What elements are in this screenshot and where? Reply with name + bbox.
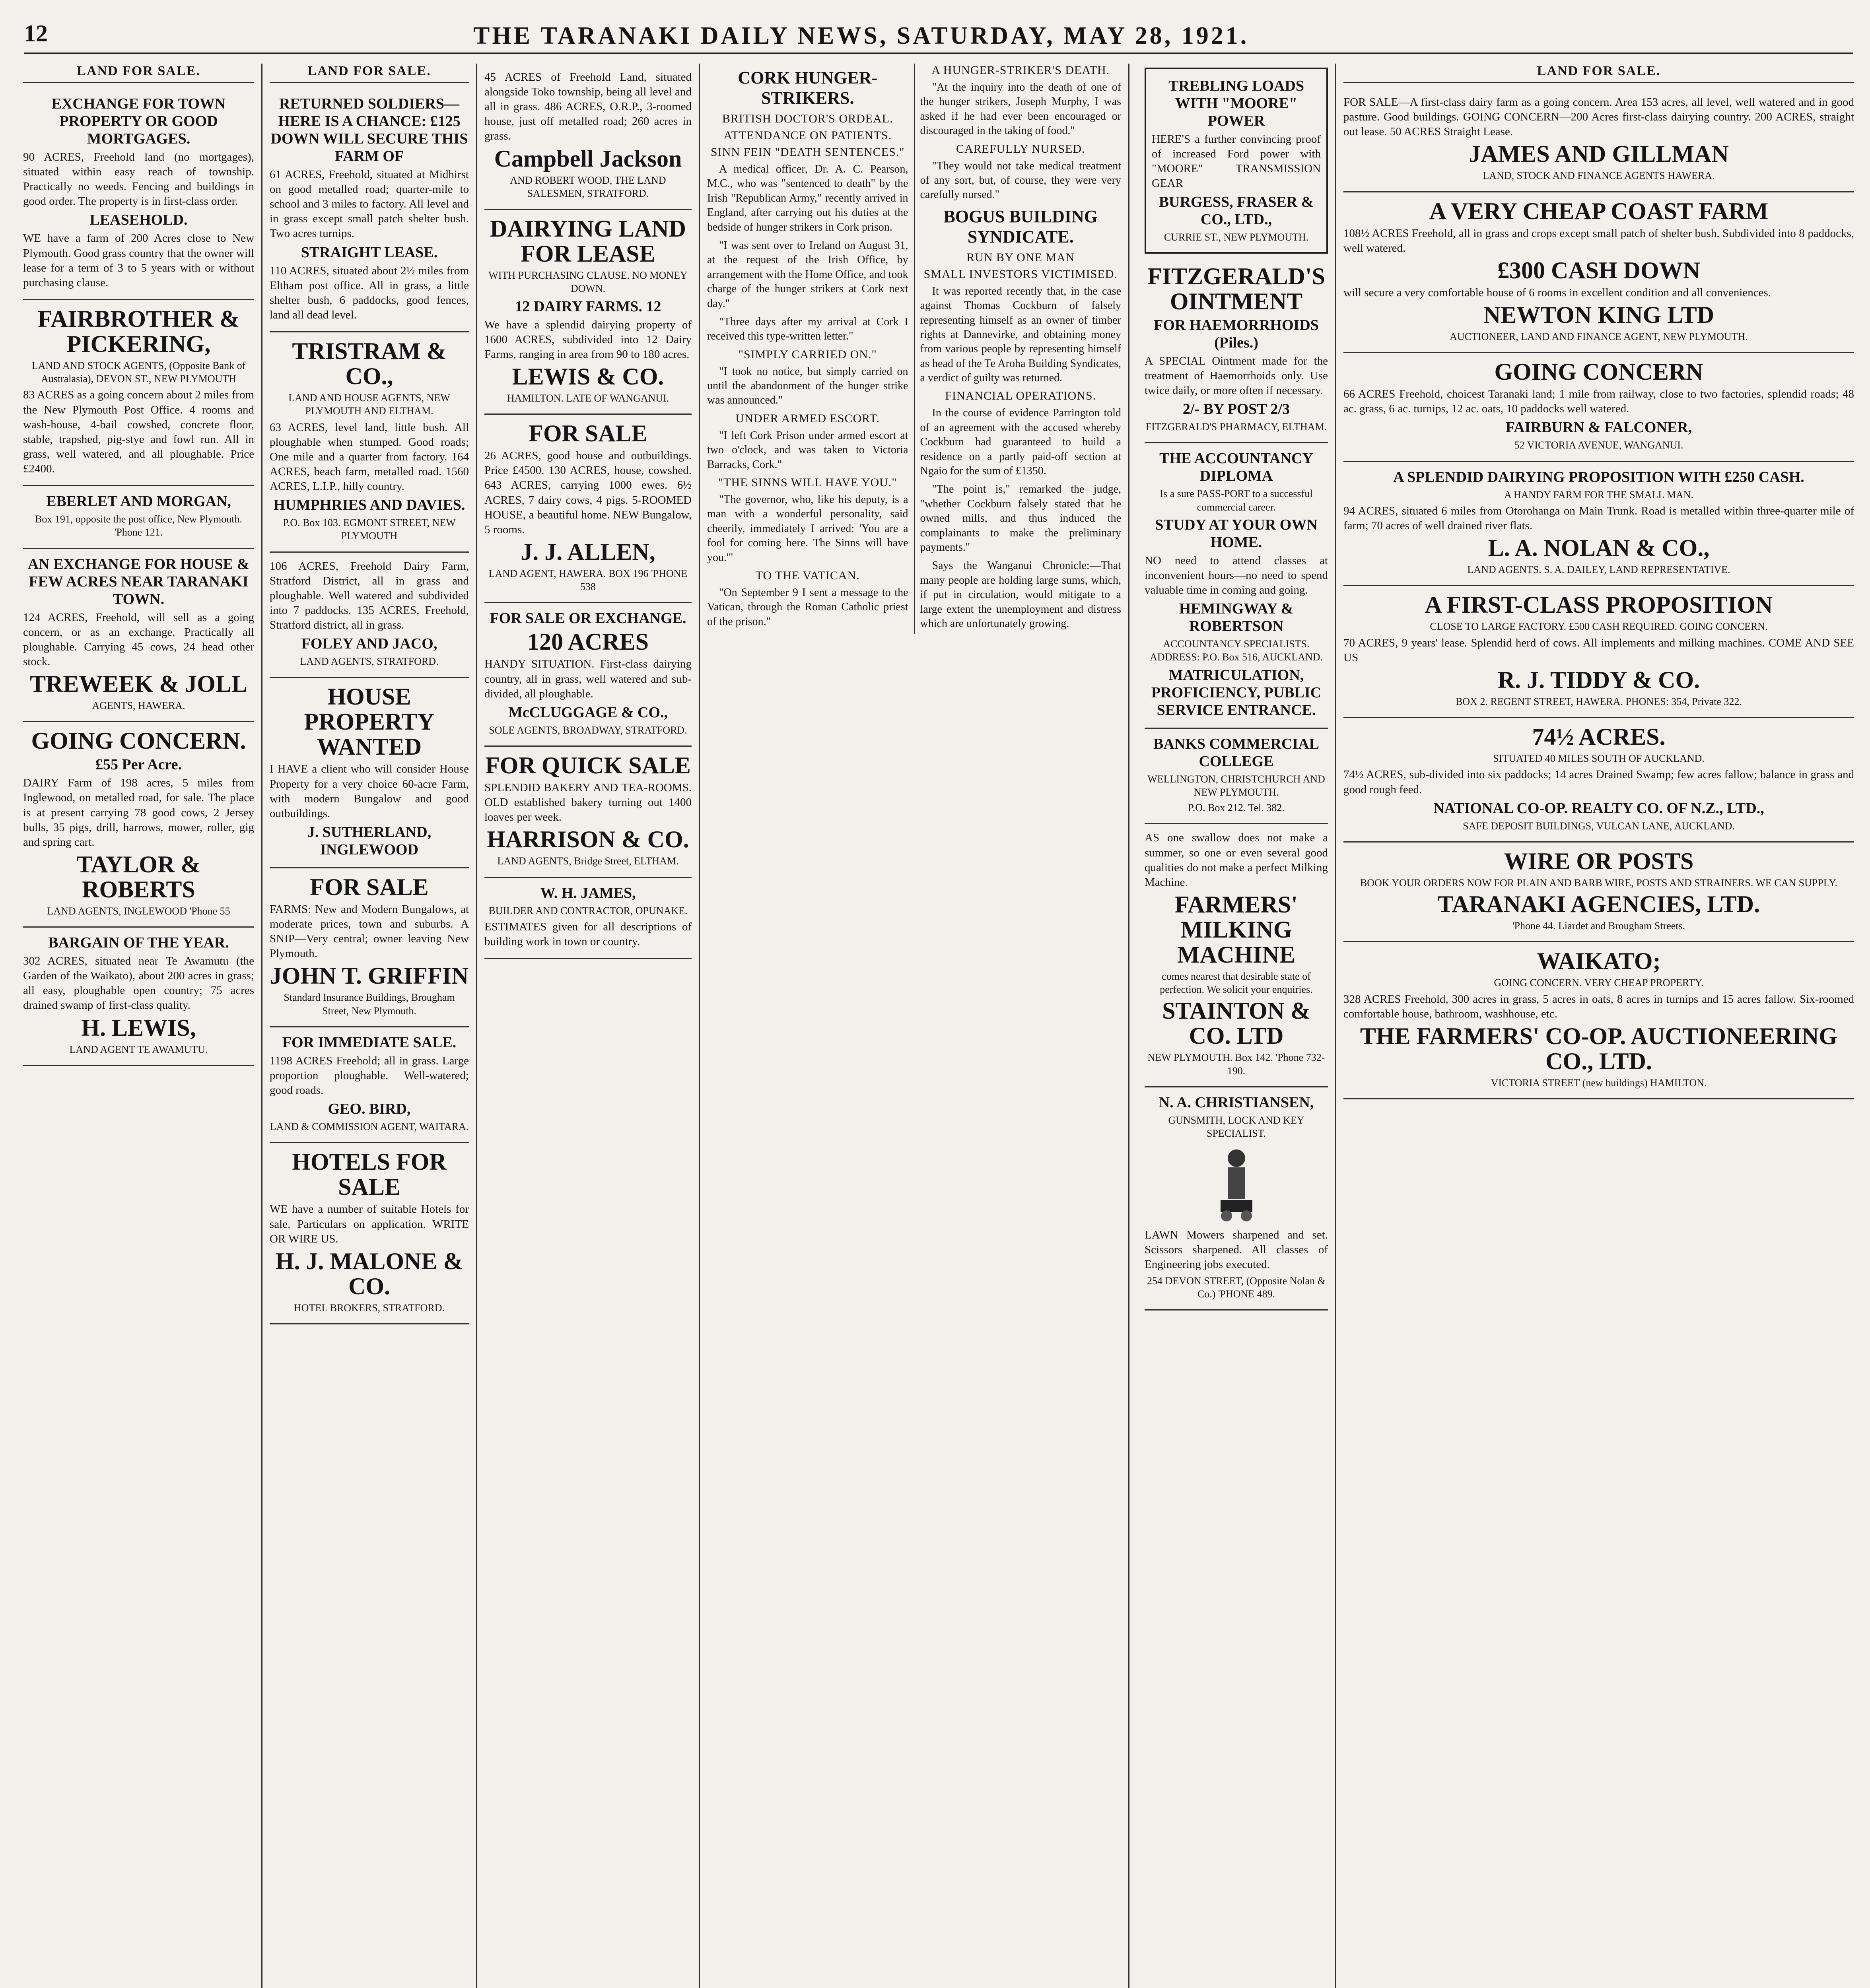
ad-heading: FARMERS' MILKING MACHINE: [1175, 891, 1298, 968]
ad-price: £300 CASH DOWN: [1497, 257, 1701, 283]
ad-text: NO need to attend classes at inconvenient hours—no need to spend valuable time in coming and going.: [1145, 554, 1328, 597]
agent-address: LAND AGENT TE AWAMUTU.: [69, 1043, 208, 1055]
ad-heading: FOR SALE: [310, 874, 429, 900]
ad-text: DAIRY Farm of 198 acres, 5 miles from Inglewood, on metalled road, for sale. The place is at present carrying 78 good cows, 2 Jersey bulls, 35 pigs, drill, harrows, mower, roller, gig and spring cart.: [23, 777, 254, 848]
classified-ad-gunsmith: [1145, 1087, 1328, 1310]
agent-name: FAIRBROTHER & PICKERING,: [37, 305, 240, 357]
agent-address: SOLE AGENTS, BROADWAY, STRATFORD.: [489, 724, 687, 736]
classified-ad-moore: [1145, 68, 1328, 254]
ad-subheading: A HANDY FARM FOR THE SMALL MAN.: [1504, 489, 1693, 501]
ad-heading: RETURNED SOLDIERS—HERE IS A CHANCE: £125 DOWN WILL SECURE THIS FARM OF: [270, 95, 468, 165]
ad-text: P.O. Box 212. Tel. 382.: [1188, 802, 1285, 814]
ad-heading: HOUSE PROPERTY WANTED: [304, 683, 435, 760]
classified-ad: [23, 300, 254, 486]
agent-address: LAND AND HOUSE AGENTS, NEW PLYMOUTH AND ELTHAM.: [288, 392, 450, 417]
ad-heading: TREBLING LOADS WITH "MOORE" POWER: [1168, 78, 1304, 129]
ad-text: 63 ACRES, level land, little bush. All ploughable when stumped. Good roads; One mile and a quarter from factory. 164 ACRES, beach farm, metalled road. 1560 ACRES, L.I.P., hilly country.: [270, 421, 469, 493]
story-subhead: ATTENDANCE ON PATIENTS.: [723, 129, 892, 142]
agent-name: FITZGERALD'S PHARMACY, ELTHAM.: [1145, 421, 1327, 433]
agent-address: HAMILTON. LATE OF WANGANUI.: [507, 392, 669, 404]
ad-acres: 120 ACRES: [527, 629, 649, 655]
ad-text: 124 ACRES, Freehold, will sell as a going concern, or as an exchange. Practically all ploughable. Carrying 45 cows, 24 head other stock.: [23, 611, 254, 668]
classified-ad-ointment: [1145, 258, 1328, 444]
ad-text: 106 ACRES, Freehold Dairy Farm, Stratford District, all in grass and ploughable. Well watered and subdivided into 7 paddocks. 135 ACRES, Freehold, Stratford district, all in grass.: [270, 559, 469, 632]
agent-address: P.O. Box 103. EGMONT STREET, NEW PLYMOUTH: [283, 517, 456, 542]
classified-ad-milking: [1145, 824, 1328, 1087]
classified-ad: [270, 553, 469, 678]
story-paragraph: In the course of evidence Parrington told of an agreement with the accused whereby Cockburn had guaranteed to build a residence on a partly paid-off section at Ngaio for the sum of £1350.: [920, 407, 1121, 478]
story-paragraph: "I was sent over to Ireland on August 31, at the request of the Irish Office, by arrangement with the Home Office, and took charge of the hunger strikers at Cork next day.": [707, 239, 908, 310]
agent-name: BURGESS, FRASER & CO., LTD.,: [1159, 194, 1314, 228]
agent-address: LAND & COMMISSION AGENT, WAITARA.: [270, 1121, 469, 1133]
ad-heading: A SPLENDID DAIRYING PROPOSITION WITH £250 CASH.: [1393, 468, 1804, 485]
section-header: LAND FOR SALE.: [1343, 64, 1854, 83]
ad-text: 328 ACRES Freehold, 300 acres in grass, 5 acres in oats, 8 acres in turnips and 15 acres fallow. Six-roomed comfortable house, bathroom, washhouse, etc.: [1343, 992, 1854, 1020]
agent-name: HUMPHRIES AND DAVIES.: [273, 497, 465, 514]
ad-heading: GOING CONCERN: [1494, 359, 1703, 385]
ad-subheading: STRAIGHT LEASE.: [301, 244, 438, 261]
ad-text: 70 ACRES, 9 years' lease. Splendid herd of cows. All implements and milking machines. COME AND SEE US: [1343, 636, 1854, 664]
agent-name: TREWEEK & JOLL: [30, 671, 247, 697]
ad-price: £55 Per Acre.: [95, 756, 182, 773]
newspaper-title: THE TARANAKI DAILY NEWS, SATURDAY, MAY 28, 1921.: [473, 22, 1249, 49]
agent-address: 254 DEVON STREET, (Opposite Nolan & Co.) 'PHONE 489.: [1147, 1275, 1326, 1300]
agent-name: W. H. JAMES,: [540, 884, 636, 901]
story-subhead: TO THE VATICAN.: [755, 569, 860, 582]
classified-ad: [1343, 462, 1854, 586]
ad-text: HERE'S a further convincing proof of increased Ford power with "MOORE" TRANSMISSION GEAR: [1152, 133, 1321, 190]
ad-heading: HOTELS FOR SALE: [292, 1149, 447, 1200]
classified-ad: [270, 868, 469, 1027]
column-3: [477, 64, 700, 1988]
ad-text: 83 ACRES as a going concern about 2 miles from the New Plymouth Post Office. 4 rooms and wash-house, 4-bail cowshed, concrete floor, stable, trapshed, pig-stye and fowl run. All in grass, well watered, and all ploughable. Price £2400.: [23, 388, 254, 475]
agent-name: L. A. NOLAN & CO.,: [1488, 535, 1710, 561]
ad-heading: WIRE OR POSTS: [1504, 848, 1694, 874]
story-subhead: FINANCIAL OPERATIONS.: [945, 389, 1096, 403]
story-headline: BOGUS BUILDING SYNDICATE.: [943, 206, 1098, 247]
classified-ad: [1343, 89, 1854, 192]
ad-heading: BARGAIN OF THE YEAR.: [48, 934, 229, 951]
ad-heading: A VERY CHEAP COAST FARM: [1429, 198, 1769, 224]
ad-text: WE have a farm of 200 Acres close to New Plymouth. Good grass country that the owner will lease for a term of 3 to 5 years with or without purchasing clause.: [23, 232, 254, 289]
agent-address: LAND, STOCK AND FINANCE AGENTS HAWERA.: [1483, 170, 1715, 182]
ad-subheading: Is a sure PASS-PORT to a successful commercial career.: [1160, 488, 1313, 513]
story-paragraph: "At the inquiry into the death of one of the hunger strikers, Joseph Murphy, I was asked if he had ever been encouraged or discouraged in the taking of food.": [920, 81, 1121, 137]
ad-heading: MATRICULATION, PROFICIENCY, PUBLIC SERVICE ENTRANCE.: [1151, 666, 1322, 718]
ad-heading: A FIRST-CLASS PROPOSITION: [1425, 592, 1773, 618]
agent-address: Box 191, opposite the post office, New Plymouth. 'Phone 121.: [35, 513, 242, 538]
ad-heading: FOR QUICK SALE: [485, 752, 691, 779]
classified-ad-accountancy: [1145, 443, 1328, 728]
ad-text: AS one swallow does not make a summer, so one or even several good qualities do not make a perfect Milking Machine.: [1145, 831, 1328, 889]
news-story-syndicate: [920, 206, 1122, 631]
ad-heading: EXCHANGE FOR TOWN PROPERTY OR GOOD MORTGAGES.: [51, 95, 226, 147]
ad-text: FARMS: New and Modern Bungalows, at moderate prices, town and suburbs. A SNIP—Very central; owner leaving New Plymouth.: [270, 903, 469, 960]
agent-name: HEMINGWAY & ROBERTSON: [1179, 600, 1294, 635]
story-headline: CORK HUNGER-STRIKERS.: [738, 68, 878, 108]
agent-address: 'Phone 44. Liardet and Brougham Streets.: [1512, 920, 1685, 932]
agent-name: H. J. MALONE & CO.: [275, 1248, 463, 1299]
ad-heading: WAIKATO;: [1537, 948, 1661, 975]
ad-text: FOR SALE—A first-class dairy farm as a going concern. Area 153 acres, all level, well watered and in good pasture. Good buildings. GOING CONCERN—200 Acres first-class dairying country. 200 ACRES, straight out lease. 50 ACRES Straight Lease.: [1343, 96, 1854, 138]
classified-ad: [1343, 942, 1854, 1099]
ad-subheading: LEASEHOLD.: [89, 212, 188, 229]
agent-name: GEO. BIRD,: [328, 1101, 411, 1118]
agent-address: ACCOUNTANCY SPECIALISTS. ADDRESS: P.O. Box 516, AUCKLAND.: [1150, 638, 1323, 663]
column-1: [16, 64, 262, 1988]
classified-ad: [484, 210, 692, 415]
classified-ad-college: [1145, 729, 1328, 825]
ad-text: 302 ACRES, situated near Te Awamutu (the Garden of the Waikato), about 200 acres in grass; all easy, ploughable open country; 75 acres drained swamp of first-class quality.: [23, 955, 254, 1012]
ad-heading: FOR SALE OR EXCHANGE.: [490, 610, 686, 627]
classified-ad: [1343, 586, 1854, 718]
classified-ad: [270, 678, 469, 868]
ad-text: will secure a very comfortable house of 6 rooms in excellent condition and all conveniences.: [1343, 286, 1771, 299]
classified-ad: [23, 89, 254, 300]
story-paragraph: It was reported recently that, in the case against Thomas Cockburn of falsely representing himself as an owner of timber rights at Dannevirke, and obtaining money from various people by representing himself as head of the Te Aroha Building Syndicates, a verdict of guilty was returned.: [920, 285, 1121, 384]
classified-ad: [270, 89, 469, 332]
story-paragraph: "Three days after my arrival at Cork I received this type-written letter.": [707, 315, 908, 343]
classified-ad: [484, 878, 692, 959]
agent-address: AND ROBERT WOOD, THE LAND SALESMEN, STRATFORD.: [510, 174, 666, 199]
story-subhead: "SIMPLY CARRIED ON.": [738, 348, 877, 361]
ad-heading: THE ACCOUNTANCY DIPLOMA: [1159, 450, 1313, 485]
agent-name: McCLUGGAGE & CO.,: [508, 704, 668, 721]
classified-ad: [1343, 353, 1854, 462]
story-subhead: "THE SINNS WILL HAVE YOU.": [718, 476, 897, 489]
agent-name: TRISTRAM & CO.,: [292, 338, 447, 389]
story-subhead: BRITISH DOCTOR'S ORDEAL.: [722, 112, 893, 125]
masthead: [24, 8, 1853, 54]
ad-text: 108½ ACRES Freehold, all in grass and crops except small patch of shelter bush. Subdivided into 8 paddocks, well watered.: [1343, 227, 1854, 254]
column-2: [262, 64, 477, 1988]
agent-address: CURRIE ST., NEW PLYMOUTH.: [1164, 231, 1309, 243]
agent-address: BOX 2. REGENT STREET, HAWERA. PHONES: 354, Private 322.: [1456, 695, 1742, 707]
ad-heading: 74½ ACRES.: [1532, 724, 1666, 750]
story-paragraph: A medical officer, Dr. A. C. Pearson, M.C., who was "sentenced to death" by the Irish "Republican Army," recently arrived in England, after carrying out his duties at the bedside of hunger strikers in Cork prison.: [707, 163, 908, 233]
ad-subheading: GUNSMITH, LOCK AND KEY SPECIALIST.: [1168, 1114, 1304, 1140]
story-subhead: A HUNGER-STRIKER'S DEATH.: [931, 64, 1110, 77]
ad-text: 45 ACRES of Freehold Land, situated alongside Toko township, being all level and all in grass. 486 ACRES, O.R.P., 3-roomed house, just off metalled road; 260 acres in grass.: [484, 71, 692, 143]
ad-text: I HAVE a client who will consider House Property for a very choice 60-acre Farm, with modern Bungalow and good outbuildings.: [270, 763, 469, 820]
ad-text: HANDY SITUATION. First-class dairying country, all in grass, well watered and sub-divided, all ploughable.: [484, 658, 692, 700]
classified-ad: [484, 603, 692, 747]
ad-text: 74½ ACRES, sub-divided into six paddocks; 14 acres Drained Swamp; few acres fallow; balance in grass and good rough feed.: [1343, 768, 1854, 796]
agent-name: JAMES AND GILLMAN: [1469, 141, 1729, 167]
classified-ad: [23, 549, 254, 722]
story-subhead: CAREFULLY NURSED.: [956, 142, 1085, 155]
agent-name: LEWIS & CO.: [512, 363, 664, 390]
ad-text: WE have a number of suitable Hotels for sale. Particulars on application. WRITE OR WIRE US.: [270, 1203, 469, 1245]
ad-heading: DAIRYING LAND FOR LEASE: [490, 215, 686, 267]
classified-ad: [23, 486, 254, 549]
ad-text: 66 ACRES Freehold, choicest Taranaki land; 1 mile from railway, close to two factories, splendid roads; 48 ac. grass, 6 ac. turnips, 12 ac. oats, 10 paddocks well watered.: [1343, 388, 1854, 415]
agent-name: H. LEWIS,: [81, 1014, 196, 1041]
agent-address: 52 VICTORIA AVENUE, WANGANUI.: [1514, 439, 1683, 451]
ad-heading: FITZGERALD'S OINTMENT: [1147, 263, 1325, 315]
classified-ad: [484, 415, 692, 603]
agent-name: NATIONAL CO-OP. REALTY CO. OF N.Z., LTD.,: [1433, 800, 1764, 817]
ad-subheading: GOING CONCERN. VERY CHEAP PROPERTY.: [1494, 977, 1704, 989]
agent-name: NEWTON KING LTD: [1483, 301, 1714, 328]
column-5: [1137, 64, 1336, 1988]
ad-heading: GOING CONCERN.: [31, 728, 246, 754]
agent-address: Standard Insurance Buildings, Brougham Street, New Plymouth.: [284, 992, 455, 1017]
ad-text: 90 ACRES, Freehold land (no mortgages), situated within easy reach of township. Practically no weeds. Fencing and buildings in good order. The property is in first-class order.: [23, 151, 254, 208]
ad-text: ESTIMATES given for all descriptions of building work in town or country.: [484, 920, 692, 948]
ad-text: A SPECIAL Ointment made for the treatment of Haemorrhoids only. Use twice daily, or more often if necessary.: [1145, 354, 1328, 397]
agent-address: BUILDER AND CONTRACTOR, OPUNAKE.: [488, 905, 688, 916]
ad-text: 110 ACRES, situated about 2½ miles from Eltham post office. All in grass, a little shelter bush, 6 paddocks, good fences, land all dead level.: [270, 264, 469, 321]
story-paragraph: "I took no notice, but simply carried on until the abandonment of the hunger strike was announced.": [707, 365, 908, 407]
ad-text: 26 ACRES, good house and outbuildings. Price £4500. 130 ACRES, house, cowshed. 643 ACRES, carrying 1000 ewes. 6½ ACRES, 7 dairy cows, 4 pigs. 5-ROOMED HOUSE, a beautiful home. NEW Bungalow, 5 rooms.: [484, 449, 692, 536]
news-column: [700, 64, 1129, 1988]
agent-name: FOLEY AND JACO,: [301, 635, 437, 652]
ad-subheading: comes nearest that desirable state of perfection. We solicit your enquiries.: [1160, 970, 1313, 996]
agent-name: JOHN T. GRIFFIN: [270, 963, 469, 989]
story-paragraph: Says the Wanganui Chronicle:—That many people are holding large sums, which, if put in circulation, would mitigate to a large extent the unemployment and distress which are unfortunately growing.: [920, 559, 1121, 630]
agent-address: AUCTIONEER, LAND AND FINANCE AGENT, NEW PLYMOUTH.: [1450, 330, 1748, 342]
agent-name: EBERLET AND MORGAN,: [46, 493, 231, 510]
agent-address: NEW PLYMOUTH. Box 142. 'Phone 732-190.: [1147, 1052, 1325, 1077]
agent-name: STAINTON & CO. LTD: [1162, 998, 1310, 1049]
agent-address: LAND AGENTS, STRATFORD.: [300, 656, 439, 668]
section-header: LAND FOR SALE.: [270, 64, 469, 83]
classified-ad: [270, 1027, 469, 1143]
ad-price: 2/- BY POST 2/3: [1182, 401, 1290, 418]
story-subhead: RUN BY ONE MAN: [966, 250, 1075, 264]
ad-farms: 12 DAIRY FARMS. 12: [515, 298, 661, 315]
agent-name: FAIRBURN & FALCONER,: [1505, 419, 1692, 436]
ad-text: We have a splendid dairying property of 1600 ACRES, subdivided into 12 Dairy Farms, ranging in area from 90 to 180 acres.: [484, 318, 692, 361]
classified-ad: [1343, 192, 1854, 353]
agent-address: AGENTS, HAWERA.: [92, 700, 185, 712]
agent-address: LAND AND STOCK AGENTS, (Opposite Bank of Australasia), DEVON ST., NEW PLYMOUTH: [31, 359, 246, 385]
agent-address: HOTEL BROKERS, STRATFORD.: [294, 1302, 445, 1314]
section-header: LAND FOR SALE.: [23, 64, 254, 83]
ad-subheading: SITUATED 40 MILES SOUTH OF AUCKLAND.: [1493, 753, 1705, 765]
ad-text: 61 ACRES, Freehold, situated at Midhirst on good metalled road; quarter-mile to school and 3 miles to factory. All level and in grass except small patch shelter bush. Two acres turnips.: [270, 168, 469, 240]
ad-heading: FOR SALE: [529, 420, 647, 447]
classified-ad: [270, 332, 469, 553]
story-subhead: UNDER ARMED ESCORT.: [735, 412, 880, 425]
ad-text: 1198 ACRES Freehold; all in grass. Large proportion ploughable. Well-watered; good roads.: [270, 1054, 469, 1097]
story-paragraph: "They would not take medical treatment of any sort, but, of course, they were very carefully nursed.": [920, 159, 1121, 201]
classified-ad: [484, 64, 692, 210]
ad-text: 94 ACRES, situated 6 miles from Otorohanga on Main Trunk. Road is metalled within three-quarter mile of farm; 70 acres of well drained river flats.: [1343, 504, 1854, 532]
ad-heading: FOR IMMEDIATE SALE.: [282, 1034, 457, 1051]
agent-name: R. J. TIDDY & CO.: [1497, 666, 1700, 693]
agent-address: VICTORIA STREET (new buildings) HAMILTON.: [1491, 1077, 1707, 1089]
agent-name: HARRISON & CO.: [487, 826, 689, 853]
classified-ad: [23, 722, 254, 928]
ad-subheading: WITH PURCHASING CLAUSE. NO MONEY DOWN.: [488, 270, 688, 295]
agent-name: THE FARMERS' CO-OP. AUCTIONEERING CO., LTD.: [1360, 1023, 1838, 1074]
agent-address: LAND AGENTS. S. A. DAILEY, LAND REPRESENTATIVE.: [1467, 564, 1730, 576]
ad-text: SPLENDID BAKERY AND TEA-ROOMS. OLD established bakery turning out 1400 loaves per week.: [484, 781, 692, 824]
ad-subheading: CLOSE TO LARGE FACTORY. £500 CASH REQUIRED. GOING CONCERN.: [1430, 621, 1768, 633]
story-paragraph: "The point is," remarked the judge, "whether Cockburn falsely stated that he owned mills, and thus induced the complainants to make the preliminary payments.": [920, 483, 1121, 553]
page-number: 12: [24, 20, 48, 47]
ad-subheading: FOR HAEMORRHOIDS (Piles.): [1154, 316, 1319, 351]
agent-address: LAND AGENTS, Bridge Street, ELTHAM.: [497, 855, 679, 867]
classified-ad: [23, 928, 254, 1066]
story-paragraph: "I left Cork Prison under armed escort at two o'clock, and was taken to Victoria Barracks, Cork.": [707, 429, 908, 471]
agent-name: J. J. ALLEN,: [521, 538, 655, 565]
story-subhead: SMALL INVESTORS VICTIMISED.: [923, 267, 1118, 281]
agent-name: Campbell Jackson: [494, 145, 682, 172]
story-paragraph: "On September 9 I sent a message to the Vatican, through the Roman Catholic priest of the prison.": [707, 586, 908, 628]
classified-ad: [1343, 843, 1854, 943]
ad-subheading: WELLINGTON, CHRISTCHURCH AND NEW PLYMOUTH.: [1147, 773, 1325, 798]
ad-subheading: STUDY AT YOUR OWN HOME.: [1155, 516, 1318, 551]
agent-name: TARANAKI AGENCIES, LTD.: [1437, 891, 1760, 918]
mower-man-illustration: [1205, 1144, 1268, 1224]
ad-text: LAWN Mowers sharpened and set. Scissors sharpened. All classes of Engineering jobs executed.: [1145, 1228, 1328, 1271]
ad-heading: BANKS COMMERCIAL COLLEGE: [1153, 735, 1319, 770]
agent-address: LAND AGENTS, INGLEWOOD 'Phone 55: [47, 905, 230, 917]
ad-signature: J. SUTHERLAND, INGLEWOOD: [307, 823, 432, 858]
ad-text: BOOK YOUR ORDERS NOW FOR PLAIN AND BARB WIRE, POSTS AND STRAINERS. WE CAN SUPPLY.: [1360, 877, 1838, 889]
column-6: [1336, 64, 1861, 1988]
ad-heading: AN EXCHANGE FOR HOUSE & FEW ACRES NEAR TARANAKI TOWN.: [27, 555, 250, 608]
agent-address: LAND AGENT, HAWERA. BOX 196 'PHONE 538: [488, 567, 688, 593]
agent-name: TAYLOR & ROBERTS: [76, 851, 201, 903]
classified-ad: [270, 1143, 469, 1324]
agent-name: N. A. CHRISTIANSEN,: [1159, 1094, 1314, 1111]
agent-address: SAFE DEPOSIT BUILDINGS, VULCAN LANE, AUCKLAND.: [1463, 820, 1735, 832]
story-paragraph: "The governor, who, like his deputy, is a man with a wonderful personality, said cheerily, immediately I arrived: 'You are a fool for coming here. The Sinns will have you.'": [707, 493, 908, 564]
classified-ad: [1343, 718, 1854, 843]
classified-ad: [484, 747, 692, 878]
story-subhead: SINN FEIN "DEATH SENTENCES.": [711, 146, 905, 159]
